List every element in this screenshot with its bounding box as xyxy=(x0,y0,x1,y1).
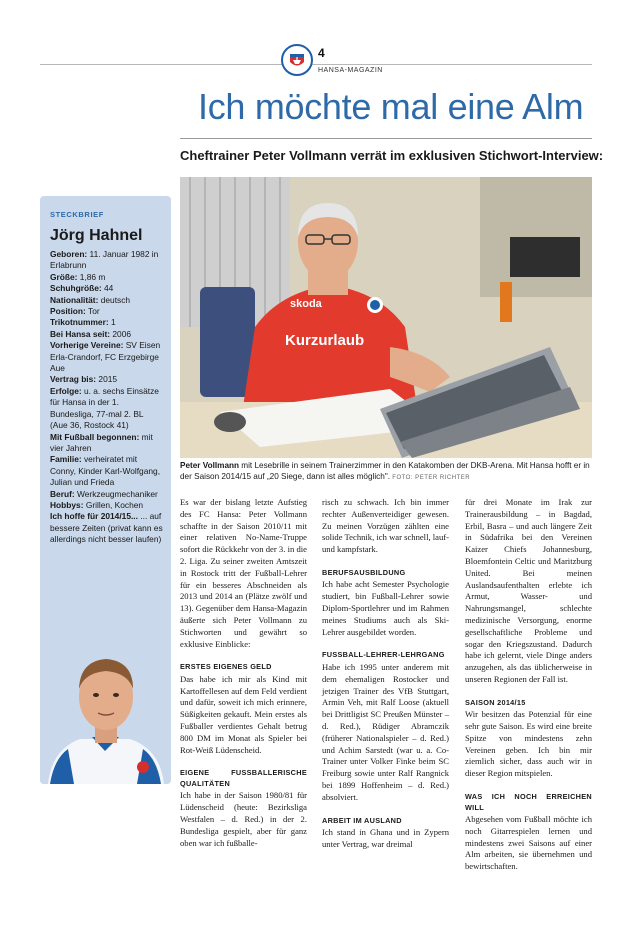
fact-hopes: Ich hoffe für 2014/15... ... auf bessere Zeiten (privat kann es allerdings nicht besser laufen) xyxy=(50,511,163,545)
fact-achievements: Erfolge: u. a. sechs Einsätze für Hansa in der 1. Bundesliga, 77-mal 2. BL (Aue 36, Rostock 41) xyxy=(50,385,159,431)
text-column-1 xyxy=(180,497,307,849)
article-title: Ich möchte mal eine Alm xyxy=(198,86,584,127)
photo-caption xyxy=(180,460,594,484)
fact-previous-clubs: Vorherige Vereine: SV Eisen Erla-Crandorf, FC Erzgebirge Aue xyxy=(50,340,161,374)
section-text-qualities: Ich habe in der Saison 1980/81 für Lüdenscheid (heute: Bezirksliga Westfalen – d. Red.) in der 2. Bundesliga gespielt, aber für ganz oben war ich fußballe- xyxy=(180,790,307,848)
fact-born: Geboren: 11. Januar 1982 in Erlabrunn xyxy=(50,249,159,271)
fact-contract: Vertrag bis: 2015 xyxy=(50,374,118,385)
shirt-brand-text: skoda xyxy=(290,298,322,310)
article-subtitle: Cheftrainer Peter Vollmann verrät im exklusiven Stichwort-Interview: xyxy=(180,148,604,163)
section-text-goals: Abgesehen vom Fußball möchte ich noch Gitarrespielen lernen und mindestens zwei Saisons auf einer Alm arbeiten, sie übernehmen und bewirtschaften. xyxy=(465,814,592,872)
fact-height: Größe: 1,86 m xyxy=(50,271,106,282)
shirt-sponsor-text: Kurzurlaub xyxy=(285,332,365,349)
photo-credit: FOTO: PETER RICHTER xyxy=(392,475,471,481)
hansa-crest-icon xyxy=(283,46,311,74)
fact-hobbies: Hobbys: Grillen, Kochen xyxy=(50,499,144,510)
main-photo xyxy=(180,177,592,458)
caption-name: Peter Vollmann xyxy=(180,461,239,470)
fact-started-football: Mit Fußball begonnen: mit vier Jahren xyxy=(50,431,153,453)
fact-shirt-number: Trikotnummer: 1 xyxy=(50,317,116,328)
profile-facts xyxy=(50,249,163,546)
fact-family: Familie: verheiratet mit Conny, Kinder Karl-Wolfgang, Julian und Frieda xyxy=(50,454,161,488)
magazine-name: HANSA-MAGAZIN xyxy=(318,67,383,74)
fact-at-hansa-since: Bei Hansa seit: 2006 xyxy=(50,328,132,339)
fact-shoe-size: Schuhgröße: 44 xyxy=(50,283,114,294)
section-text-first-money: Das habe ich mir als Kind mit Kartoffellesen auf dem Feld verdient und dafür, soweit ich mich erinnere, Süßigkeiten gekauft. Mein erstes als Fußballer verdientes Gehalt betrug 800 DM im Monat als Spieler bei Rot-Weiß Lüdenscheid. xyxy=(180,673,307,755)
section-text-education: Ich habe acht Semester Psychologie studiert, bin Fußball-Lehrer sowie Diplom-Sportlehrer und im Rahmen meines Studiums auch als Ski-Lehrer ausgebildet worden. xyxy=(322,579,449,637)
caption-text: mit Lesebrille in seinem Trainerzimmer in den Katakomben der DKB-Arena. Mit Hansa hofft er in der Saison 2014/15 auf „20 Siege, dann ist alles möglich". xyxy=(180,461,590,481)
header-rule xyxy=(40,64,592,65)
profile-name: Jörg Hahnel xyxy=(50,227,143,244)
title-rule xyxy=(180,138,592,139)
fact-profession: Beruf: Werkzeugmechaniker xyxy=(50,488,158,499)
section-heading-goals: WAS ICH NOCH ERREICHEN WILL xyxy=(465,792,592,812)
player-portrait xyxy=(40,609,171,784)
profile-box xyxy=(40,196,171,784)
profile-label: STECKBRIEF xyxy=(50,210,104,219)
section-heading-education: BERUFSAUSBILDUNG xyxy=(322,567,406,577)
text-column-2 xyxy=(322,497,449,851)
section-text-season: Wir besitzen das Potenzial für eine sehr gute Saison. Es wird eine breite Spitze von mindestens zehn Vereinen geben. Ich bin mir ziemlich sicher, dass auch wir in dieser Region mitspielen. xyxy=(465,709,592,779)
section-text-qualities-cont: risch zu schwach. Ich bin immer rechter Außenverteidiger gewesen. Zu meinen Vorzügen zählten eine solide Technik, ich war schnell, lauf- und kampfstark. xyxy=(322,497,449,555)
text-column-3 xyxy=(465,497,592,873)
section-heading-coaching-course: FUSSBALL-LEHRER-LEHRGANG xyxy=(322,650,445,660)
section-heading-season: SAISON 2014/15 xyxy=(465,697,526,707)
page-number: 4 xyxy=(318,46,325,60)
section-text-abroad-cont: für drei Monate im Irak zur Trainerausbildung – in Bagdad, Erbil, Basra – und auch längere Zeit in Südafrika bei den Vereinen Kaizer Chiefs Johannesburg, Bloemfontein Celtic und Maritzburg United. Bei meinen Auslandsaufenthalten erlebte ich Armut, Wasser- und Nahrungsmangel, schlechte medizinische Versorgung, enorme gesellschaftliche Probleme und sogar den Kriegszustand. Dadurch habe ich gelernt, viele Dinge anders anzugehen, als das üblicherweise in unseren Regionen der Fall ist. xyxy=(465,497,592,684)
hansa-logo xyxy=(281,44,313,76)
crest-icon xyxy=(137,761,149,773)
fact-nationality: Nationalität: deutsch xyxy=(50,294,131,305)
section-heading-first-money: ERSTES EIGENES GELD xyxy=(180,662,272,672)
trainer-photo-illustration xyxy=(180,177,592,458)
section-heading-qualities: EIGENE FUSSBALLERISCHE QUALITÄTEN xyxy=(180,768,307,788)
article-intro: Es war der bislang letzte Aufstieg des FC Hansa: Peter Vollmann schaffte in der Saison 2010/11 mit einer relativen No-Name-Truppe sofort die Rückkehr von der 3. in die 2. Liga. Zu seiner zweiten Amtszeit in Rostock tritt der Fußball-Lehrer für ein besseres Abschneiden als 2013 und 2014 an (Plätze zwölf und 13). Gegenüber dem Hansa-Magazin äußerte sich Peter Vollmann zu Stichworten und gewährt so exklusive Einblicke: xyxy=(180,497,307,649)
section-heading-abroad: ARBEIT IM AUSLAND xyxy=(322,815,402,825)
fact-position: Position: Tor xyxy=(50,306,100,317)
section-text-abroad: Ich stand in Ghana und in Zypern unter Vertrag, war dreimal xyxy=(322,827,449,849)
section-text-coaching-course: Habe ich 1995 unter anderem mit dem ehemaligen Rostocker und jetzigen Trainer des VfB Stuttgart, Armin Veh, mit Ralf Loose (aktuell bei Drittligist SC Preußen Münster – d. Red.), Rüdiger Abramczik (früherer Nationalspieler – d. Red.) und Achim Sarstedt (war u. a. Co-Trainer unter Volker Finke beim SC Freiburg sowie unter Ralf Rangnick bei 1899 Hoffenheim – d. Red.) absolviert. xyxy=(322,661,449,802)
